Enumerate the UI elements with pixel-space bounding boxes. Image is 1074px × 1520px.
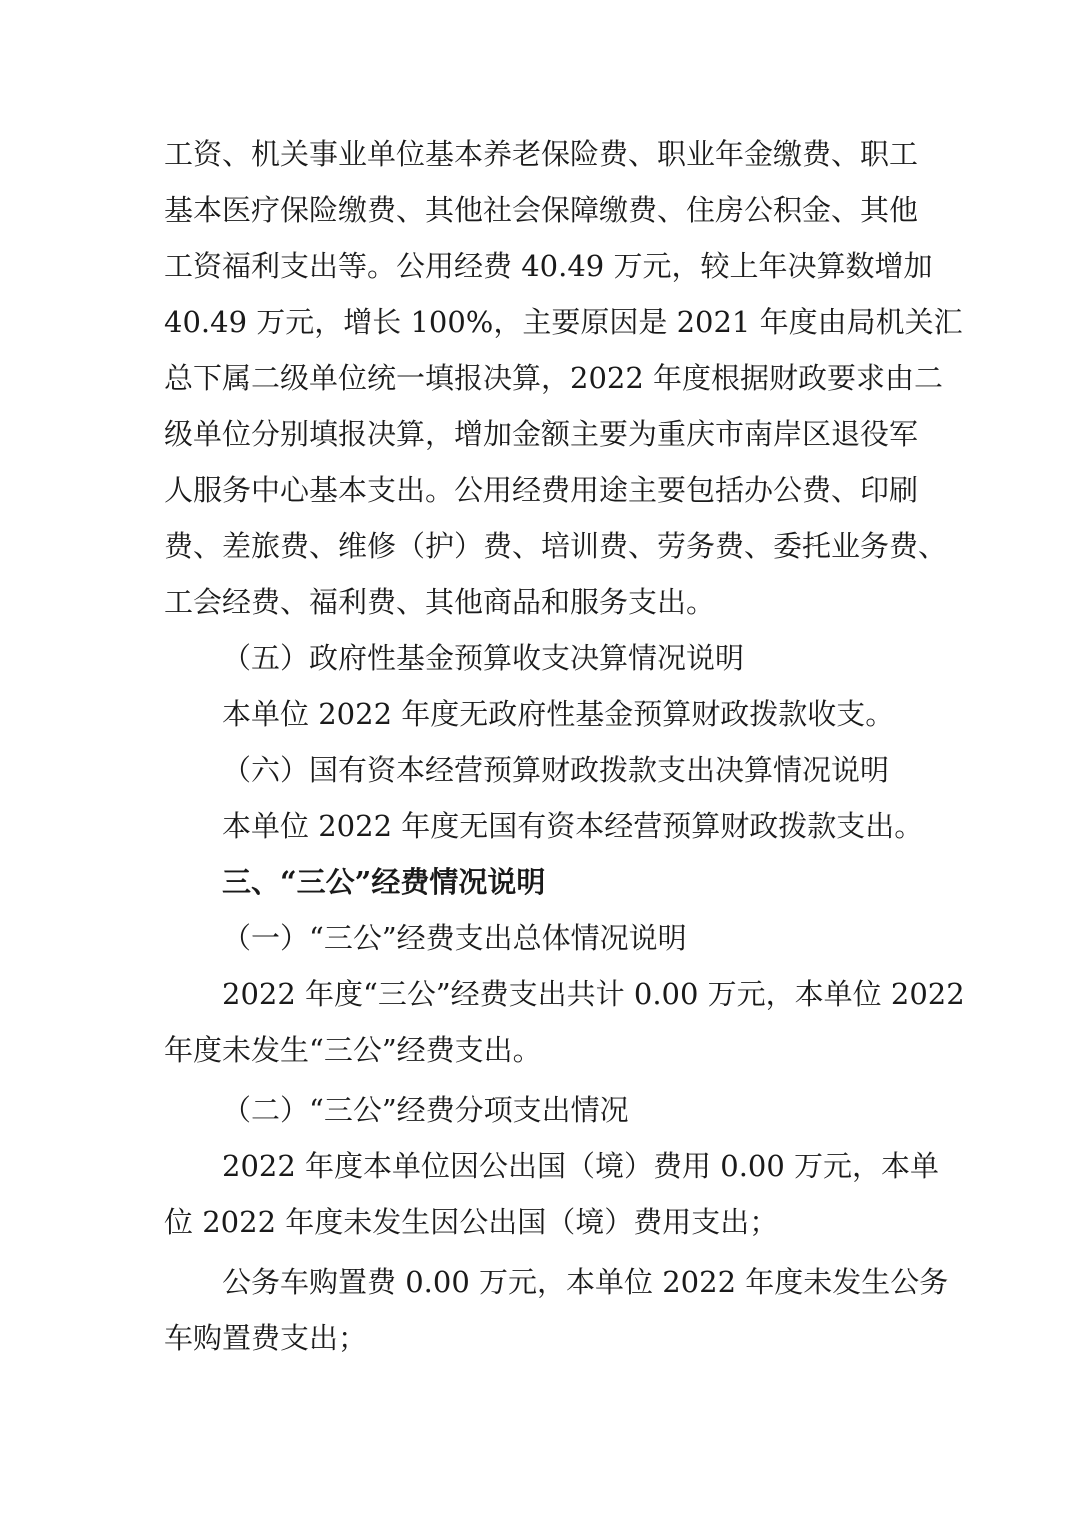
section-heading-5: （五）政府性基金预算收支决算情况说明 (222, 641, 745, 675)
paragraph-line: 级单位分别填报决算，增加金额主要为重庆市南岸区退役军 (164, 417, 919, 451)
paragraph-line: 位 2022 年度未发生因公出国（境）费用支出； (164, 1205, 779, 1239)
paragraph-line: 工会经费、福利费、其他商品和服务支出。 (164, 585, 716, 619)
paragraph-line: 2022 年度“三公”经费支出共计 0.00 万元，本单位 2022 (222, 977, 965, 1011)
chapter-heading-3: 三、“三公”经费情况说明 (222, 865, 546, 899)
paragraph-line: 人服务中心基本支出。公用经费用途主要包括办公费、印刷 (164, 473, 919, 507)
section-heading-1: （一）“三公”经费支出总体情况说明 (222, 921, 687, 955)
section-heading-2: （二）“三公”经费分项支出情况 (222, 1093, 629, 1127)
paragraph-line: 年度未发生“三公”经费支出。 (164, 1033, 542, 1067)
paragraph-line: 总下属二级单位统一填报决算，2022 年度根据财政要求由二 (164, 361, 944, 395)
paragraph-line: 工资、机关事业单位基本养老保险费、职业年金缴费、职工 (164, 137, 919, 171)
paragraph-line: 车购置费支出； (164, 1321, 368, 1355)
paragraph-line: 40.49 万元，增长 100%，主要原因是 2021 年度由局机关汇 (164, 305, 963, 339)
paragraph-line: 公务车购置费 0.00 万元，本单位 2022 年度未发生公务 (222, 1265, 949, 1299)
document-page (164, 126, 965, 1366)
paragraph-line: 费、差旅费、维修（护）费、培训费、劳务费、委托业务费、 (164, 529, 948, 563)
paragraph-line: 基本医疗保险缴费、其他社会保障缴费、住房公积金、其他 (164, 193, 919, 227)
paragraph-line: 工资福利支出等。公用经费 40.49 万元，较上年决算数增加 (164, 249, 933, 283)
paragraph-line: 2022 年度本单位因公出国（境）费用 0.00 万元，本单 (222, 1149, 940, 1183)
paragraph-line: 本单位 2022 年度无国有资本经营预算财政拨款支出。 (222, 809, 924, 843)
paragraph-line: 本单位 2022 年度无政府性基金预算财政拨款收支。 (222, 697, 895, 731)
section-heading-6: （六）国有资本经营预算财政拨款支出决算情况说明 (222, 753, 890, 787)
